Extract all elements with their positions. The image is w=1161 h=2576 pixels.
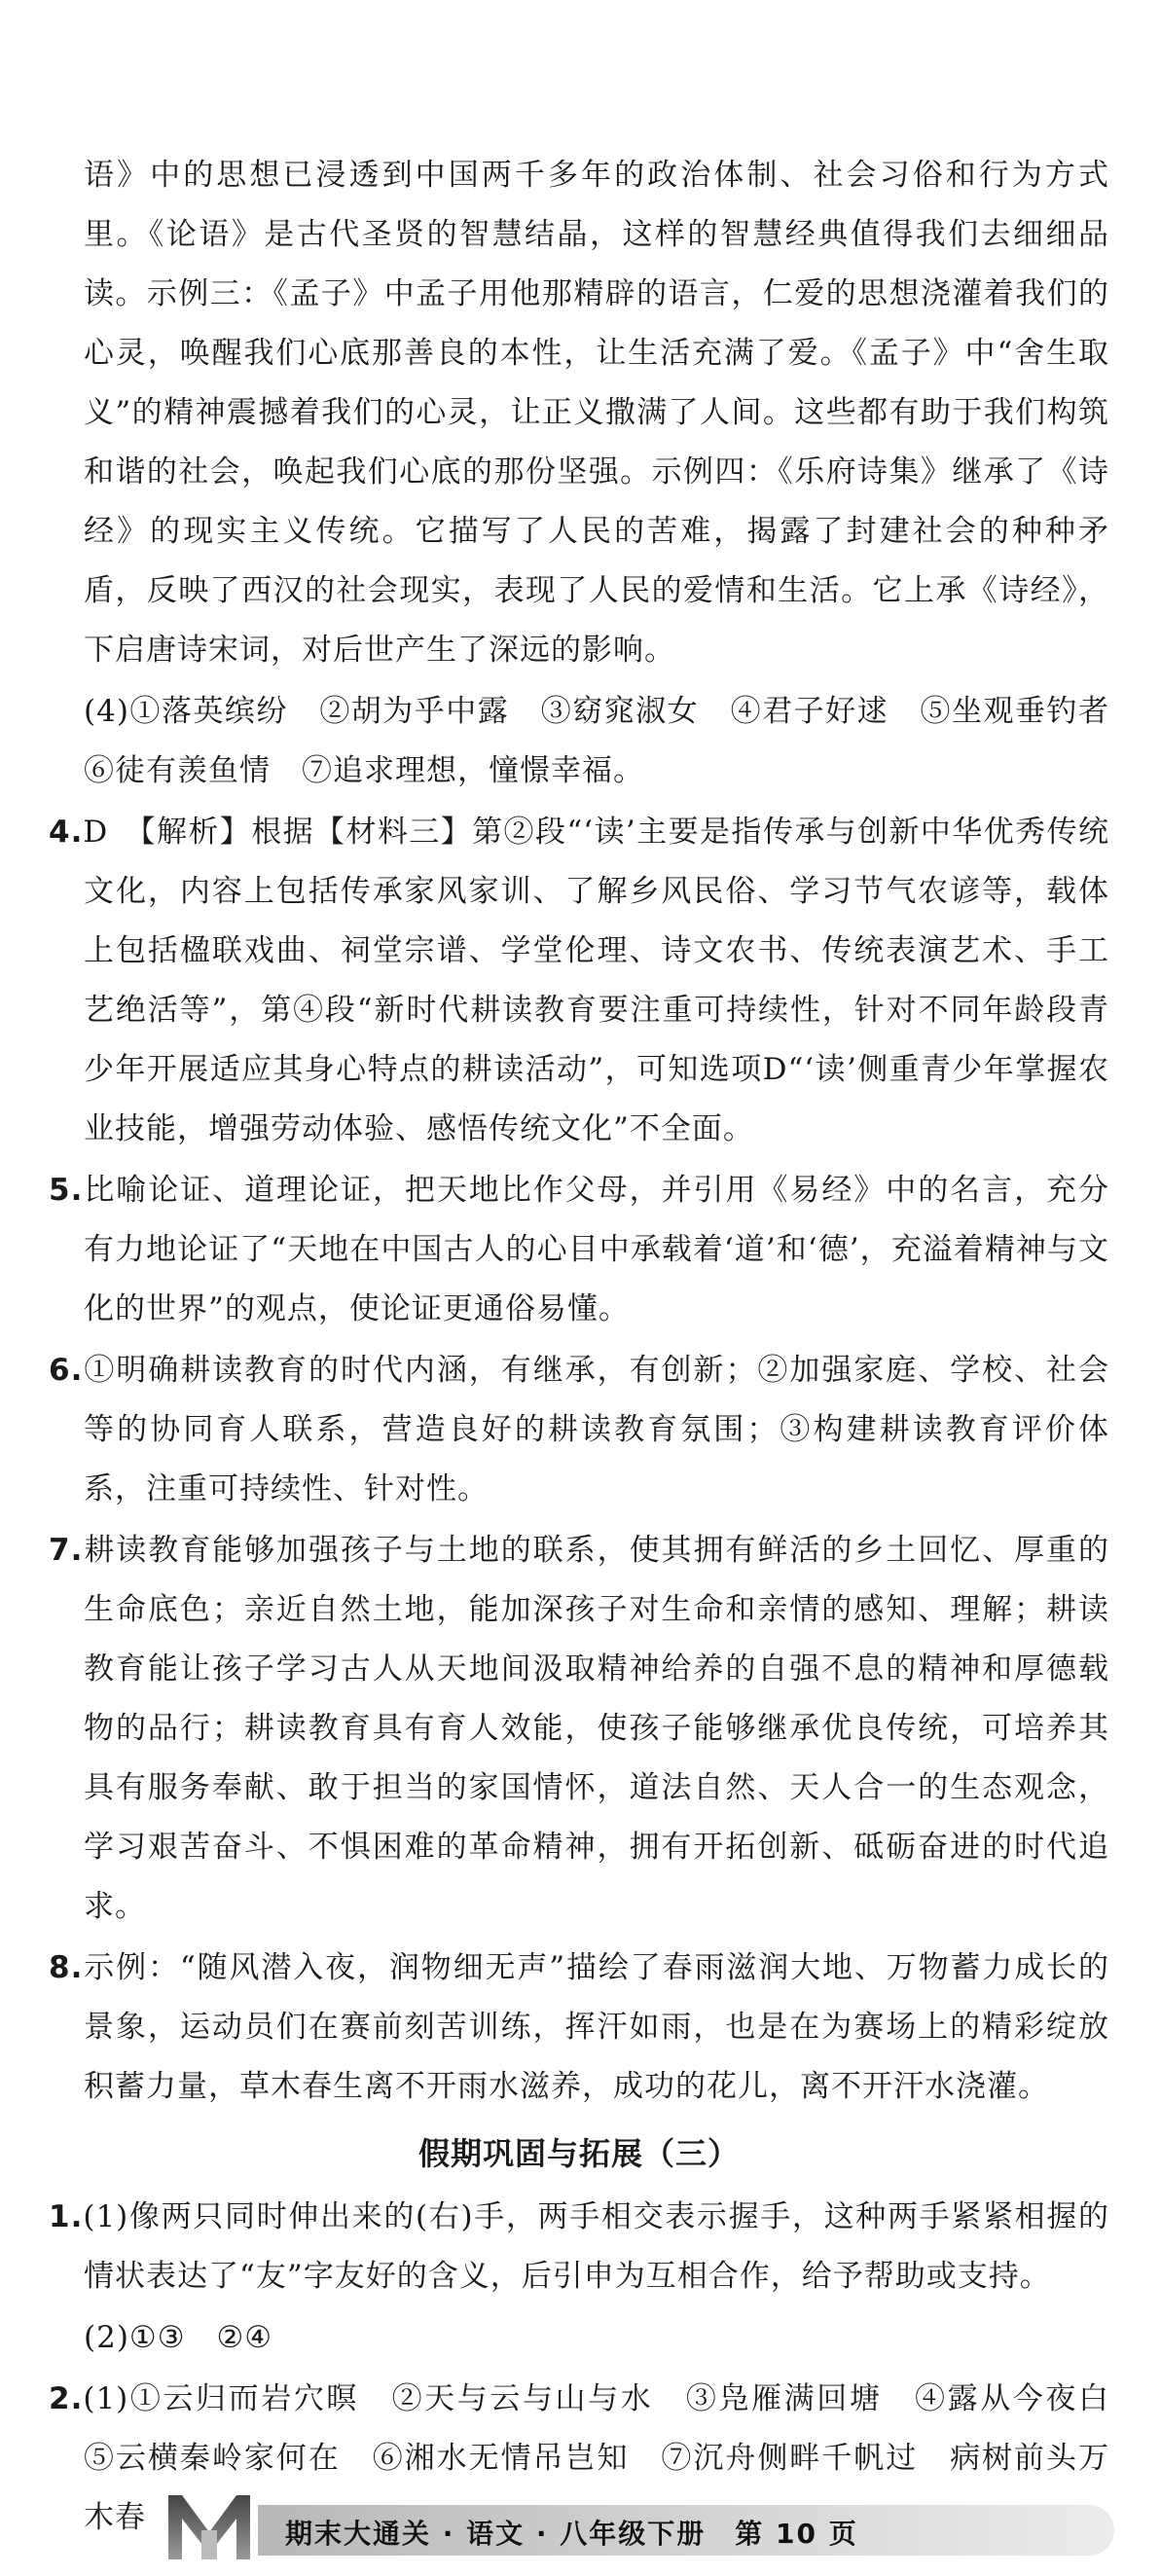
answer-text: 比喻论证、道理论证，把天地比作父母，并引用《易经》中的名言，充分有力地论证了“天地在中国古人的心目中承载着‘道’和‘德’，充溢着精神与文化的世界”的观点，使论证更通俗易懂。 [83,1173,1109,1326]
answer-text: (1)①云归而岩穴暝 ②天与云与山与水 ③凫雁满回塘 ④露从今夜白 ⑤云横秦岭家何在 ⑥湘水无情吊岂知 ⑦沉舟侧畔千帆过 病树前头万木春 [83,2381,1141,2535]
answer-content [49,146,1141,2550]
answer-8 [49,1939,1109,2117]
answer-number: 2. [49,2381,84,2416]
answer-5 [49,1161,1109,1339]
section-answer-1 [49,2188,1109,2306]
page-footer [161,2491,959,2558]
answer-7 [49,1521,1109,1937]
answer-4 [49,803,1109,1159]
answer-number: 4. [49,815,84,850]
paragraph-poetry-fill: (4)①落英缤纷 ②胡为乎中露 ③窈窕淑女 ④君子好逑 ⑤坐观垂钓者 ⑥徒有羡鱼情 ⑦追求理想，憧憬幸福。 [84,694,1141,788]
answer-text: ①明确耕读教育的时代内涵，有继承，有创新；②加强家庭、学校、社会等的协同育人联系，营造良好的耕读教育氛围；③构建耕读教育评价体系，注重可持续性、针对性。 [83,1353,1109,1506]
answer-text: (1)像两只同时伸出来的(右)手，两手相交表示握手，这种两手紧紧相握的情状表达了“友”字友好的含义，后引申为互相合作，给予帮助或支持。 [83,2199,1109,2294]
answer-text: 耕读教育能够加强孩子与土地的联系，使其拥有鲜活的乡土回忆、厚重的生命底色；亲近自然土地，能加深孩子对生命和亲情的感知、理解；耕读教育能让孩子学习古人从天地间汲取精神给养的自强不息的精神和厚德载物的品行；耕读教育具有育人效能，使孩子能够继承优良传统，可培养其具有服务奉献、敢于担当的家国情怀，道法自然、天人合一的生态观念，学习艰苦奋斗、不惧困难的革命精神，拥有开拓创新、砥砺奋进的时代追求。 [83,1533,1109,1924]
answer-number: 1. [49,2199,84,2234]
answer-number: 8. [49,1950,84,1985]
answer-number: 7. [49,1533,84,1568]
answer-text: 示例：“随风潜入夜，润物细无声”描绘了春雨滋润大地、万物蓄力成长的景象，运动员们在赛前刻苦训练，挥汗如雨，也是在为赛场上的精彩绽放积蓄力量，草木春生离不开雨水滋养，成功的花儿，离不开汗水浇灌。 [83,1950,1109,2104]
answer-number: 5. [49,1173,84,1208]
section-answer-1-part2: (2)①③ ②④ [84,2320,273,2355]
paragraph-examples: 语》中的思想已浸透到中国两千多年的政治体制、社会习俗和行为方式里。《论语》是古代圣贤的智慧结晶，这样的智慧经典值得我们去细细品读。示例三：《孟子》中孟子用他那精辟的语言，仁爱的思想浇灌着我们的心灵，唤醒我们心底那善良的本性，让生活充满了爱。《孟子》中“舍生取义”的精神震撼着我们的心灵，让正义撒满了人间。这些都有助于我们构筑和谐的社会，唤起我们心底的那份坚强。示例四：《乐府诗集》继承了《诗经》的现实主义传统。它描写了人民的苦难，揭露了封建社会的种种矛盾，反映了西汉的社会现实，表现了人民的爱情和生活。它上承《诗经》，下启唐诗宋词，对后世产生了深远的影响。 [84,158,1109,668]
brand-logo-icon [161,2491,258,2563]
answer-6 [49,1341,1109,1519]
answer-number: 6. [49,1353,84,1388]
footer-text: 期末大通关 · 语文 · 八年级下册 第 10 页 [285,2518,858,2550]
section-title: 假期巩固与拓展（三） [417,2135,740,2172]
answer-text: D 【解析】根据【材料三】第②段“‘读’主要是指传承与创新中华优秀传统文化，内容上包括传承家风家训、了解乡风民俗、学习节气农谚等，载体上包括楹联戏曲、祠堂宗谱、学堂伦理、诗文农书、传统表演艺术、手工艺绝活等”，第④段“新时代耕读教育要注重可持续性，针对不同年龄段青少年开展适应其身心特点的耕读活动”，可知选项D“‘读’侧重青少年掌握农业技能，增强劳动体验、感悟传统文化”不全面。 [83,815,1109,1146]
